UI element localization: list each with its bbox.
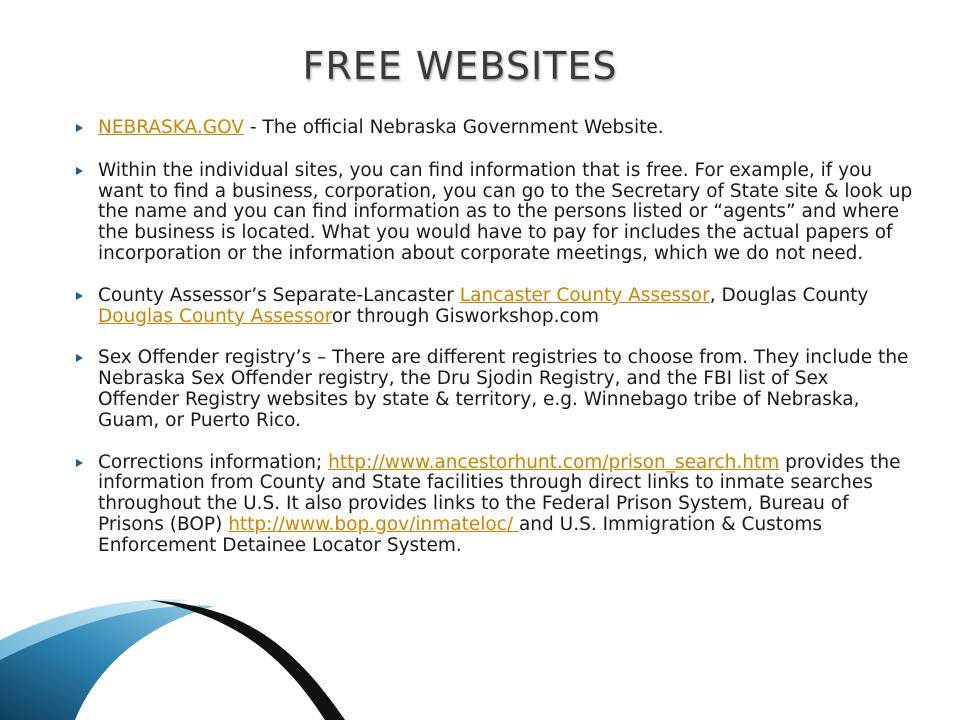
slide-title: FREE WEBSITES bbox=[302, 44, 618, 88]
corner-blue-band bbox=[0, 605, 215, 720]
bop-inmateloc-link[interactable]: http://www.bop.gov/inmateloc/ bbox=[228, 513, 519, 535]
bullet-item-free-info bbox=[74, 161, 914, 265]
bullet-text: and U.S. Immigration & Customs Enforcement Detainee Locator System. bbox=[98, 513, 823, 556]
bullet-text: or through Gisworkshop.com bbox=[331, 305, 599, 327]
bullet-arrow-icon bbox=[76, 292, 83, 300]
ancestorhunt-link[interactable]: http://www.ancestorhunt.com/prison_search.htm bbox=[328, 451, 780, 473]
bullet-text: Corrections information; bbox=[98, 451, 329, 473]
bullet-text: County Assessor’s Separate-Lancaster bbox=[98, 284, 460, 306]
bullet-item-corrections bbox=[74, 453, 914, 557]
bullet-text: Sex Offender registry’s – There are different registries to choose from. They include the Nebraska Sex Offender registry, the Dru Sjodin Registry, and the FBI list of Sex Offender Registry websites by state & territory, e.g. Winnebago tribe of Nebraska, Guam, or Puerto Rico. bbox=[98, 347, 909, 431]
douglas-assessor-link[interactable]: Douglas County Assessor bbox=[98, 305, 332, 327]
bullet-text: provides the information from County and State facilities through direct links to inmate searches throughout the U.S. It also provides links to the Federal Prison System, Bureau of Prisons (BOP) bbox=[98, 451, 901, 535]
corner-dark-stroke bbox=[150, 600, 345, 720]
bullet-arrow-icon bbox=[76, 167, 83, 175]
bullet-list bbox=[74, 118, 914, 578]
bullet-text: - The official Nebraska Government Website. bbox=[243, 117, 664, 138]
nebraska-gov-link[interactable]: NEBRASKA.GOV bbox=[98, 117, 244, 138]
bullet-arrow-icon bbox=[76, 354, 83, 362]
bullet-item-nebraska-gov bbox=[74, 118, 914, 139]
bullet-text: , Douglas County bbox=[709, 284, 869, 306]
bullet-arrow-icon bbox=[76, 124, 83, 132]
bullet-item-county-assessor bbox=[74, 286, 914, 328]
lancaster-assessor-link[interactable]: Lancaster County Assessor bbox=[459, 284, 710, 306]
bullet-arrow-icon bbox=[76, 459, 83, 467]
corner-blue-wave bbox=[0, 599, 190, 720]
bullet-text: Within the individual sites, you can find information that is free. For example, if you want to find a business, corporation, you can go to the Secretary of State site & look up the name and you can find information as to the persons listed or “agents” and where the business is located. What you would have to pay for includes the actual papers of incorporation or the information about corporate meetings, which we do not need. bbox=[98, 159, 913, 264]
bullet-item-sex-offender bbox=[74, 348, 914, 431]
